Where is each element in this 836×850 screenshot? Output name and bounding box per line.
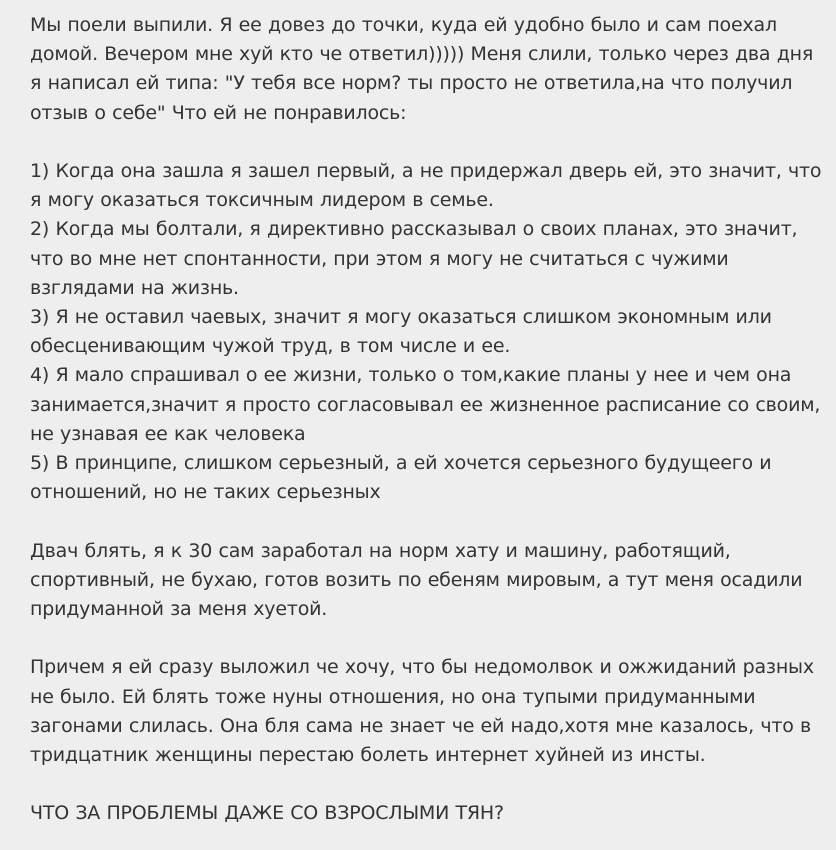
paragraph-spacer <box>30 128 822 157</box>
list-item-2: 2) Когда мы болтали, я директивно рассказывал о своих планах, это значит, что во мне нет спонтанности, при этом я могу не считаться с чужими взглядами на жизнь. <box>30 218 798 299</box>
paragraph-explanation: Причем я ей сразу выложил че хочу, что бы недомолвок и ожжиданий разных не было. Ей блять тоже нуны отношения, но она тупыми придуманными загонами слилась. Она бля сама не знает че ей надо,хотя мне казалось, что в тридцатник женщины перестаю болеть интернет хуйней из инсты. <box>30 656 814 767</box>
list-item-4: 4) Я мало спрашивал о ее жизни, только о том,какие планы у нее и чем она занимается,значит я просто согласовывал ее жизненное расписание со своим, не узнавая ее как человека <box>30 364 821 445</box>
paragraph-spacer <box>30 507 822 536</box>
paragraph-story: Мы поели выпили. Я ее довез до точки, куда ей удобно было и сам поехал домой. Вечером мне хуй кто че ответил))))) Меня слили, только через два дня я написал ей типа: "У тебя все норм? ты просто не ответила,на что получил отзыв о себе" Что ей не понравилось: <box>30 14 814 124</box>
list-item-3: 3) Я не оставил чаевых, значит я могу оказаться слишком экономным или обесценивающим чужой труд, в том числе и ее. <box>30 306 772 358</box>
paragraph-rant: Двач блять, я к 30 сам заработал на норм хату и машину, работящий, спортивный, не бухаю, готов возить по ебеням мировым, а тут меня осадили придуманной за меня хуетой. <box>30 539 803 621</box>
closing-question: ЧТО ЗА ПРОБЛЕМЫ ДАЖЕ СО ВЗРОСЛЫМИ ТЯН? <box>30 802 504 825</box>
list-item-5: 5) В принципе, слишком серьезный, а ей хочется серьезного будущеего и отношений, но не таких серьезных <box>30 452 772 504</box>
list-item-1: 1) Когда она зашла я зашел первый, а не придержал дверь ей, это значит, что я могу оказаться токсичным лидером в семье. <box>30 160 822 212</box>
paragraph-spacer <box>30 624 822 653</box>
paragraph-spacer <box>30 770 822 799</box>
